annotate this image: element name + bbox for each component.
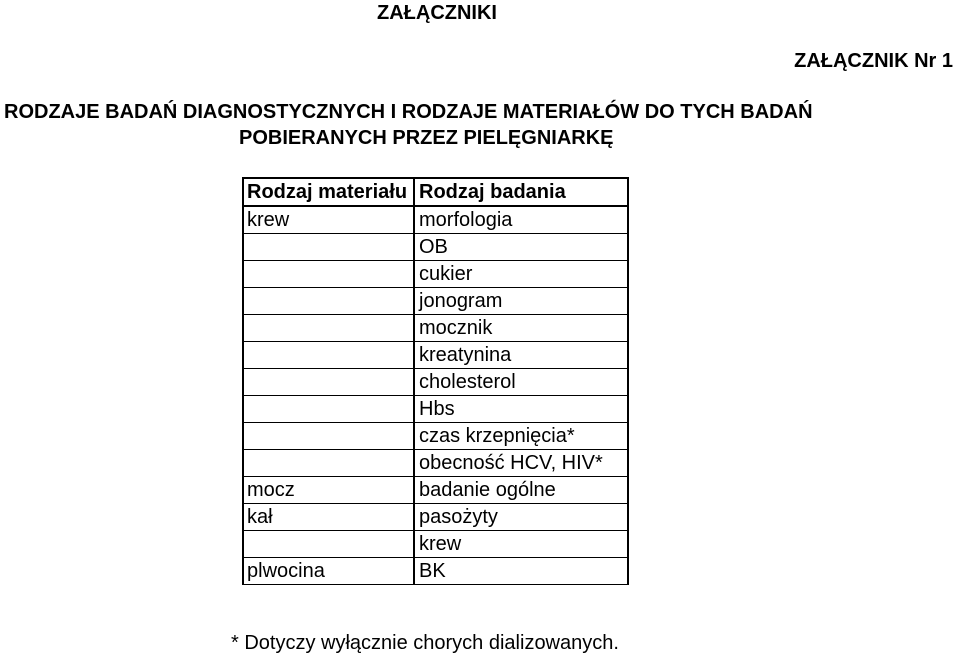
cell-test: Hbs xyxy=(414,396,628,423)
cell-test: kreatynina xyxy=(414,342,628,369)
cell-material xyxy=(243,234,414,261)
heading-line-1: RODZAJE BADAŃ DIAGNOSTYCZNYCH I RODZAJE MATERIAŁÓW DO TYCH BADAŃ xyxy=(4,101,813,123)
table-header-row xyxy=(243,178,628,206)
table-row xyxy=(243,477,628,504)
table-row xyxy=(243,234,628,261)
header-material-type: Rodzaj materiału xyxy=(243,178,414,206)
table-row xyxy=(243,288,628,315)
table-row xyxy=(243,315,628,342)
cell-material xyxy=(243,315,414,342)
cell-material xyxy=(243,450,414,477)
cell-test: jonogram xyxy=(414,288,628,315)
table-row xyxy=(243,206,628,234)
footnote: * Dotyczy wyłącznie chorych dializowanych. xyxy=(231,632,619,654)
cell-material: krew xyxy=(243,206,414,234)
table-row xyxy=(243,504,628,531)
cell-test: pasożyty xyxy=(414,504,628,531)
cell-material: plwocina xyxy=(243,558,414,585)
cell-material: mocz xyxy=(243,477,414,504)
cell-material: kał xyxy=(243,504,414,531)
cell-test: krew xyxy=(414,531,628,558)
cell-test: OB xyxy=(414,234,628,261)
table-row xyxy=(243,261,628,288)
diagnostics-table xyxy=(242,177,629,585)
table-row xyxy=(243,531,628,558)
cell-test: BK xyxy=(414,558,628,585)
heading-line-2: POBIERANYCH PRZEZ PIELĘGNIARKĘ xyxy=(239,127,614,149)
cell-test: obecność HCV, HIV* xyxy=(414,450,628,477)
cell-material xyxy=(243,369,414,396)
cell-material xyxy=(243,396,414,423)
cell-test: cukier xyxy=(414,261,628,288)
cell-material xyxy=(243,261,414,288)
table-row xyxy=(243,423,628,450)
document-title: ZAŁĄCZNIKI xyxy=(377,2,497,24)
document-heading xyxy=(4,99,813,151)
table-row xyxy=(243,558,628,585)
header-test-type: Rodzaj badania xyxy=(414,178,628,206)
table-row xyxy=(243,342,628,369)
cell-material xyxy=(243,342,414,369)
cell-material xyxy=(243,531,414,558)
cell-material xyxy=(243,288,414,315)
attachment-number: ZAŁĄCZNIK Nr 1 xyxy=(794,50,953,72)
cell-test: mocznik xyxy=(414,315,628,342)
cell-test: czas krzepnięcia* xyxy=(414,423,628,450)
cell-test: cholesterol xyxy=(414,369,628,396)
cell-material xyxy=(243,423,414,450)
table-row xyxy=(243,396,628,423)
table-row xyxy=(243,450,628,477)
cell-test: badanie ogólne xyxy=(414,477,628,504)
table-row xyxy=(243,369,628,396)
cell-test: morfologia xyxy=(414,206,628,234)
